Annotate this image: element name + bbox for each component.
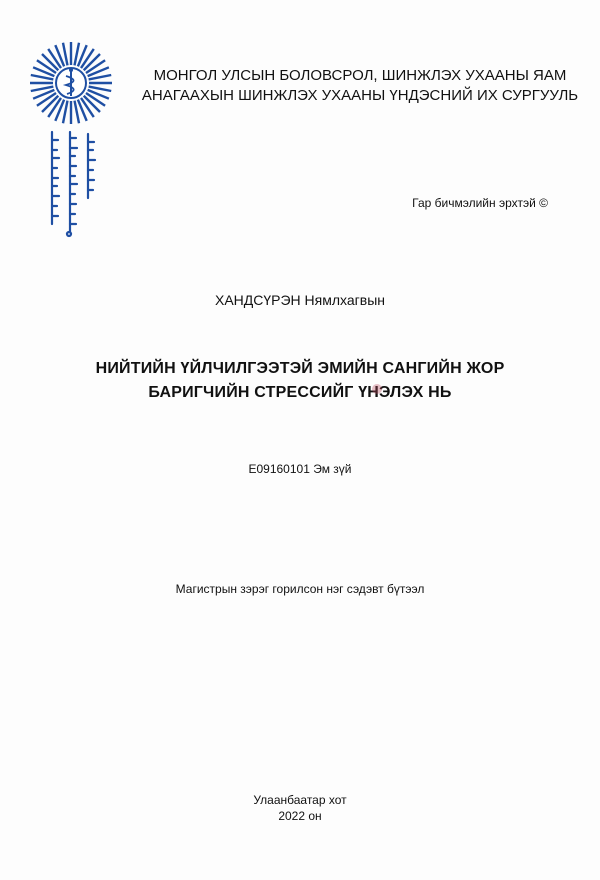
logo-ray bbox=[63, 43, 67, 66]
logo-ray bbox=[89, 87, 112, 91]
logo-ray bbox=[63, 101, 67, 124]
logo-ray bbox=[75, 101, 79, 124]
mongolian-script-emblem-text bbox=[42, 128, 102, 238]
copyright-notice: Гар бичмэлийн эрхтэй © bbox=[412, 196, 548, 210]
specialty-code: E09160101 Эм зүй bbox=[248, 462, 352, 476]
logo-ray bbox=[31, 87, 54, 91]
thesis-title-line-2: БАРИГЧИЙН СТРЕССИЙГ ҮНЭЛЭХ НЬ bbox=[148, 384, 452, 401]
ministry-name: МОНГОЛ УЛСЫН БОЛОВСРОЛ, ШИНЖЛЭХ УХААНЫ ЯАМ bbox=[153, 67, 567, 84]
ink-mark bbox=[372, 384, 382, 394]
thesis-title bbox=[60, 357, 540, 405]
institution-header bbox=[140, 66, 580, 106]
logo-ray bbox=[75, 43, 79, 66]
place-and-year bbox=[0, 792, 600, 824]
caduceus-sunburst-logo bbox=[28, 40, 114, 126]
city: Улаанбаатар хот bbox=[253, 793, 347, 807]
year: 2022 он bbox=[278, 809, 322, 823]
university-name: АНАГААХЫН ШИНЖЛЭХ УХААНЫ ҮНДЭСНИЙ ИХ СУРГУУЛЬ bbox=[141, 87, 579, 104]
thesis-title-line-1: НИЙТИЙН ҮЙЛЧИЛГЭЭТЭЙ ЭМИЙН САНГИЙН ЖОР bbox=[95, 360, 505, 377]
logo-ray bbox=[31, 75, 54, 79]
author-name: ХАНДСҮРЭН Нямлхагвын bbox=[214, 292, 386, 308]
degree-statement: Магистрын зэрэг горилсон нэг сэдэвт бүтээл bbox=[175, 582, 425, 596]
logo-ray bbox=[89, 75, 112, 79]
